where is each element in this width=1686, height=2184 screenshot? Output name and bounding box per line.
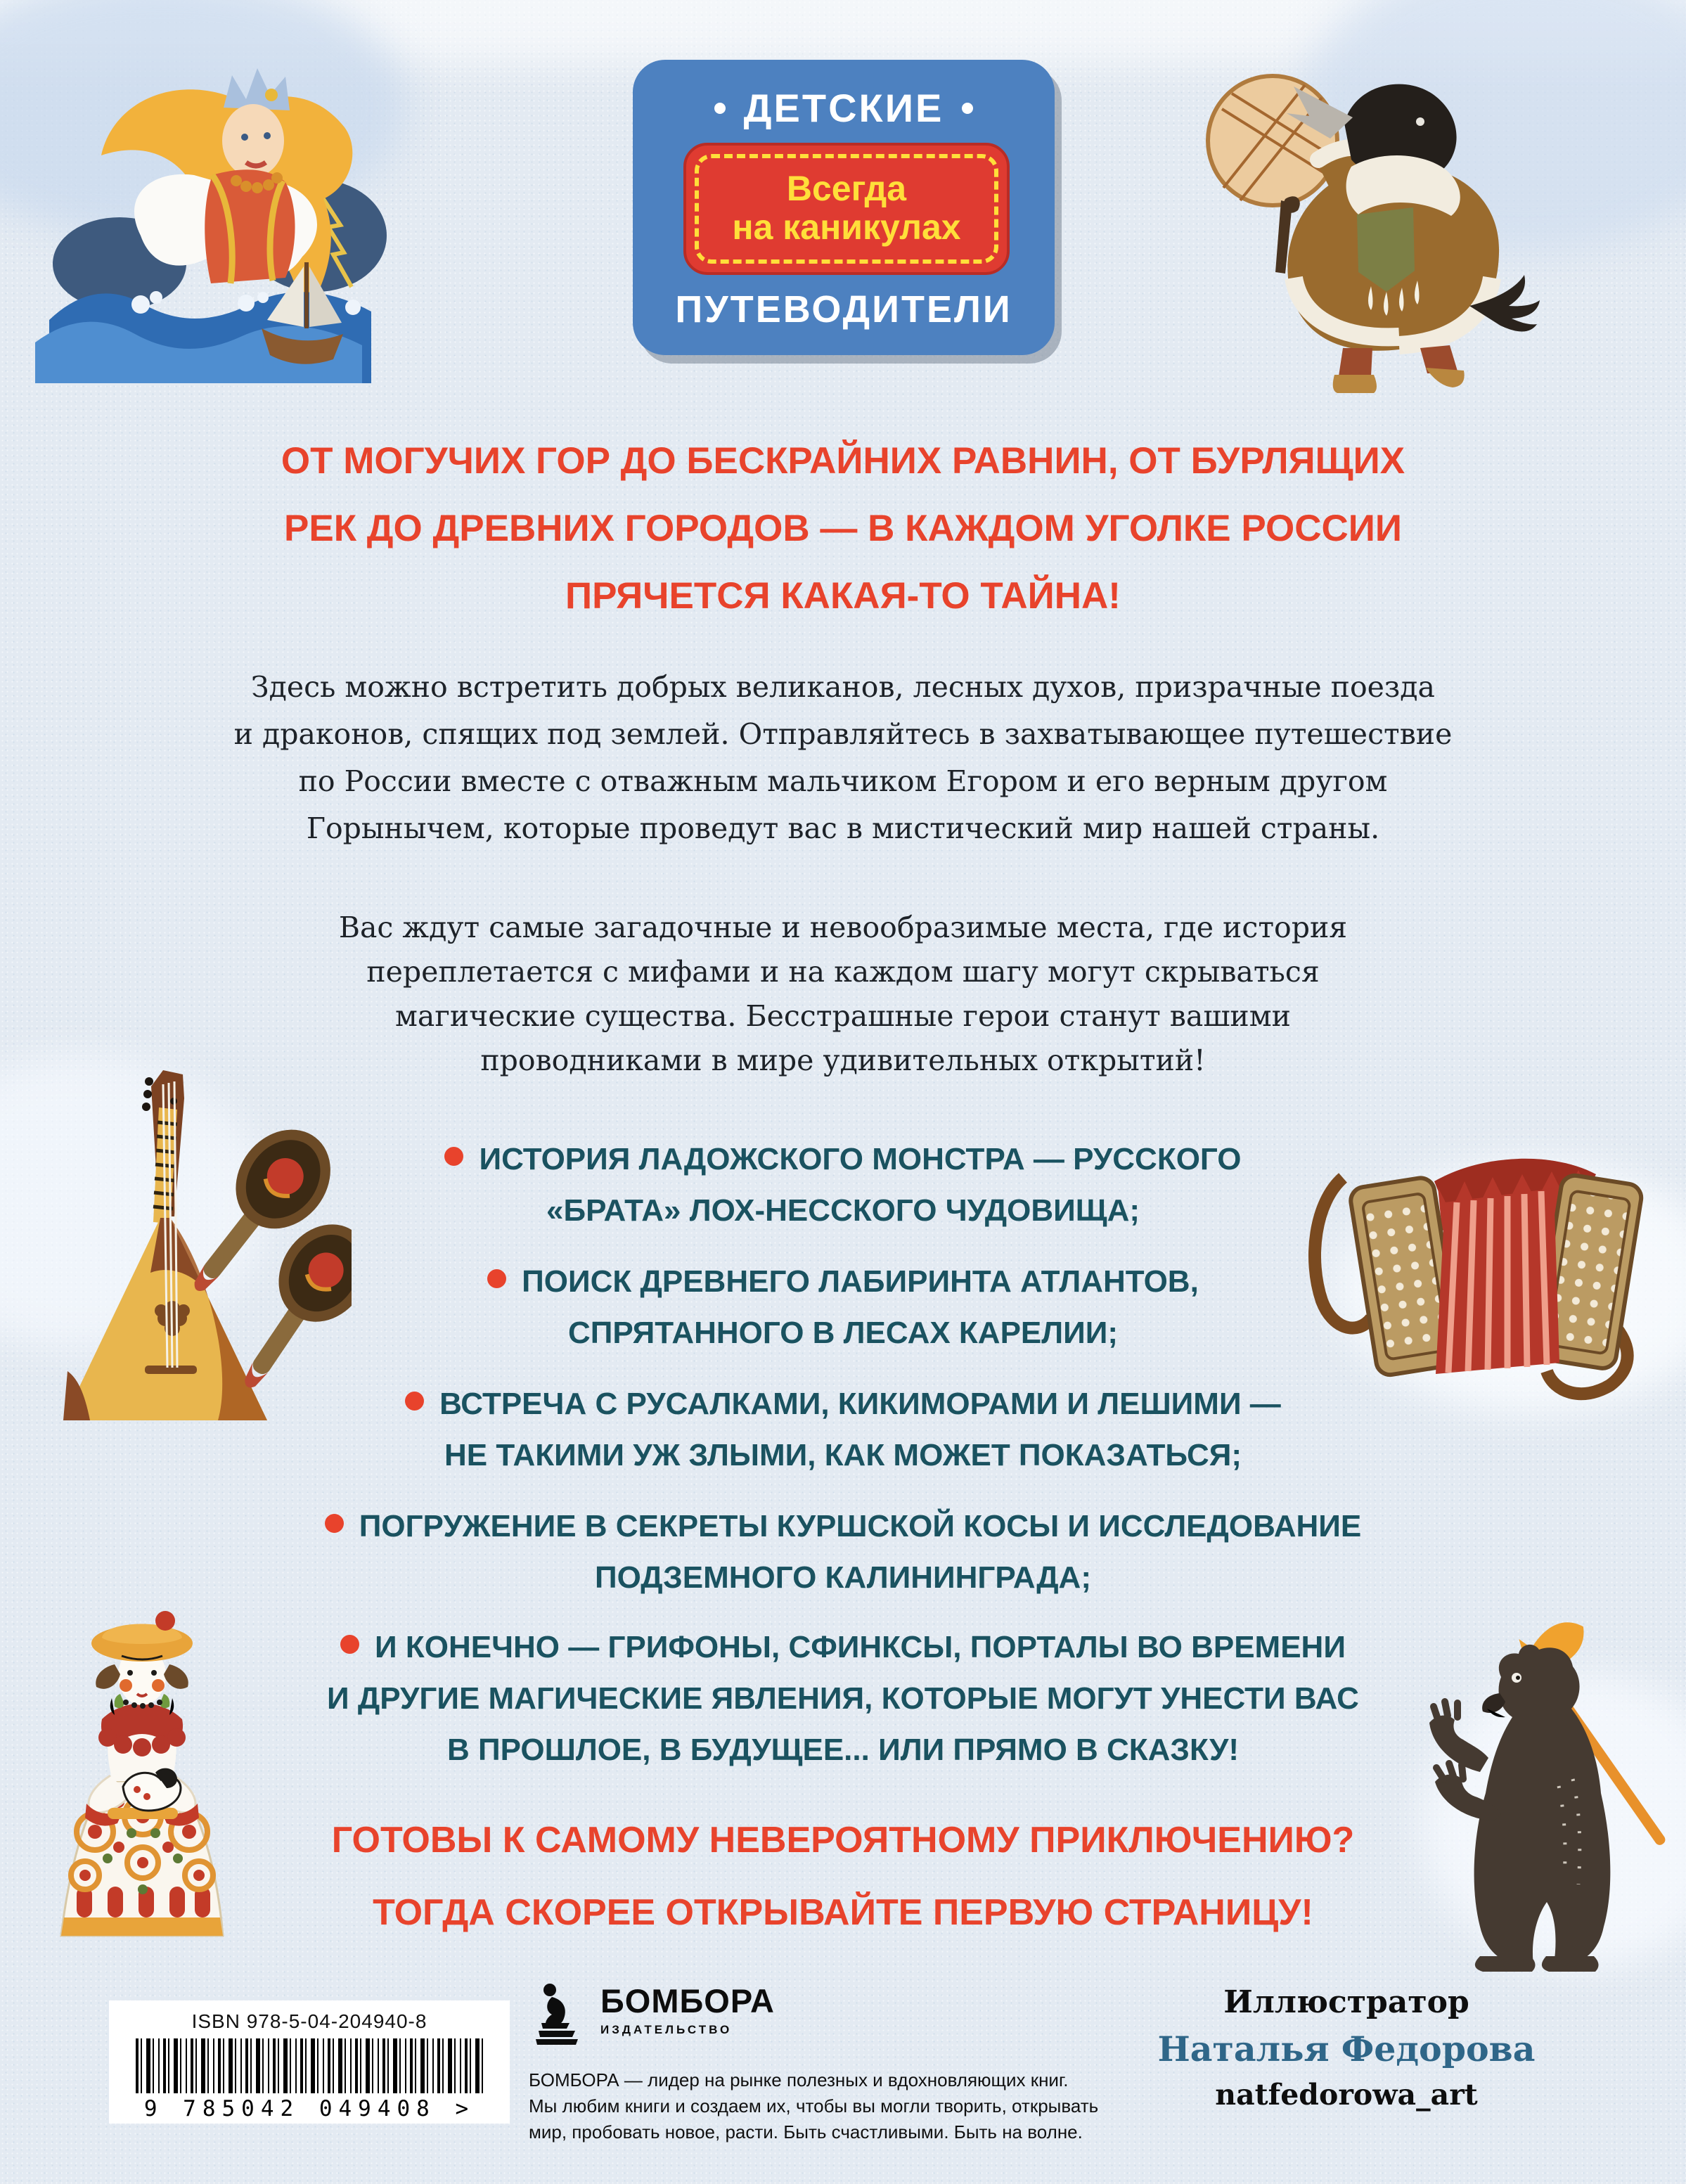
bullet-line: И ДРУГИЕ МАГИЧЕСКИЕ ЯВЛЕНИЯ, КОТОРЫЕ МОГУТ УНЕСТИ ВАС <box>327 1681 1359 1716</box>
badge-inner-line1: Всегда <box>786 169 907 208</box>
second-line: магические существа. Бесстрашные герои станут вашими <box>395 999 1291 1033</box>
intro-line: и драконов, спящих под землей. Отправляйтесь в захватывающее путешествие <box>233 717 1453 751</box>
illustrator-name: Наталья Федорова <box>1157 2029 1536 2069</box>
bullet-line: ПОИСК ДРЕВНЕГО ЛАБИРИНТА АТЛАНТОВ, <box>0 1256 1686 1307</box>
badge-inner-plate <box>683 143 1010 275</box>
headline-line: РЕК ДО ДРЕВНИХ ГОРОДОВ — В КАЖДОМ УГОЛКЕ РОССИИ <box>284 508 1402 549</box>
intro-line: Здесь можно встретить добрых великанов, лесных духов, призрачные поезда <box>251 670 1435 704</box>
barcode-digits: 9 785042 049408 > <box>143 2096 475 2121</box>
badge-right-dot-icon <box>962 103 973 114</box>
second-line: проводниками в мире удивительных открытий! <box>480 1043 1206 1077</box>
bullet-dot-icon <box>340 1635 359 1654</box>
princess-on-waves-illustration <box>35 25 394 383</box>
bullet-line: СПРЯТАННОГО В ЛЕСАХ КАРЕЛИИ; <box>567 1316 1119 1350</box>
bullet-line: НЕ ТАКИМИ УЖ ЗЛЫМИ, КАК МОЖЕТ ПОКАЗАТЬСЯ; <box>444 1438 1242 1472</box>
illustrator-credits <box>1118 1984 1575 2112</box>
bullet-dot-icon <box>487 1269 506 1288</box>
balalaika-and-spoons-illustration <box>0 1041 352 1434</box>
bullet-dot-icon <box>405 1392 424 1411</box>
publisher-block <box>529 1981 1105 2145</box>
second-line: Вас ждут самые загадочные и невообразимые места, где история <box>338 911 1348 944</box>
publisher-subtitle: ИЗДАТЕЛЬСТВО <box>600 2023 733 2036</box>
publisher-description: БОМБОРА — лидер на рынке полезных и вдохновляющих книг. Мы любим книги и создаем их, чтобы вы могли творить, открывать мир, пробовать новое, расти. Быть счастливыми. Быть на волне. <box>529 2069 1099 2143</box>
bullet-dot-icon <box>444 1147 463 1166</box>
dymkovo-doll-illustration <box>18 1600 264 1951</box>
badge-top-label <box>633 85 1055 131</box>
bullet-item-curonian-spit <box>0 1501 1686 1603</box>
headline-line: ОТ МОГУЧИХ ГОР ДО БЕСКРАЙНИХ РАВНИН, ОТ БУРЛЯЩИХ <box>281 440 1405 482</box>
cta-line: ГОТОВЫ К САМОМУ НЕВЕРОЯТНОМУ ПРИКЛЮЧЕНИЮ? <box>331 1820 1355 1861</box>
bullet-line: И КОНЕЧНО — ГРИФОНЫ, СФИНКСЫ, ПОРТАЛЫ ВО ВРЕМЕНИ <box>0 1621 1686 1673</box>
cta-line: ТОГДА СКОРЕЕ ОТКРЫВАЙТЕ ПЕРВУЮ СТРАНИЦУ! <box>373 1892 1313 1933</box>
illustrator-handle: natfedorowa_art <box>1215 2078 1478 2112</box>
illustrator-label: Иллюстратор <box>1223 1984 1469 2020</box>
second-line: переплетается с мифами и на каждом шагу могут скрываться <box>366 955 1320 989</box>
badge-left-dot-icon <box>714 103 726 114</box>
publisher-name: БОМБОРА <box>600 1982 775 2019</box>
series-badge <box>633 60 1055 355</box>
bullet-dot-icon <box>325 1514 344 1533</box>
intro-paragraph <box>0 664 1686 852</box>
bullet-line: ПОДЗЕМНОГО КАЛИНИНГРАДА; <box>595 1560 1091 1595</box>
isbn-label: ISBN 978-5-04-204940-8 <box>191 2010 427 2032</box>
bullet-line: В ПРОШЛОЕ, В БУДУЩЕЕ... ИЛИ ПРЯМО В СКАЗКУ! <box>447 1733 1239 1767</box>
headline <box>0 428 1686 630</box>
badge-bottom-label: ПУТЕВОДИТЕЛИ <box>675 288 1012 330</box>
isbn-barcode-box <box>109 2000 510 2124</box>
bear-with-axe-illustration <box>1396 1610 1686 1976</box>
intro-line: по России вместе с отважным мальчиком Егором и его верным другом <box>298 764 1388 798</box>
bombora-logo-icon <box>529 1981 588 2049</box>
bullet-line: ВСТРЕЧА С РУСАЛКАМИ, КИКИМОРАМИ И ЛЕШИМИ — <box>0 1378 1686 1430</box>
badge-inner-line2: на каникулах <box>732 207 961 247</box>
bullet-line: ПОГРУЖЕНИЕ В СЕКРЕТЫ КУРШСКОЙ КОСЫ И ИССЛЕДОВАНИЕ <box>0 1501 1686 1552</box>
bullet-line: «БРАТА» ЛОХ-НЕССКОГО ЧУДОВИЩА; <box>546 1193 1140 1228</box>
barcode-icon <box>136 2038 483 2093</box>
headline-line: ПРЯЧЕТСЯ КАКАЯ-ТО ТАЙНА! <box>565 575 1121 617</box>
accordion-illustration <box>1301 1097 1686 1413</box>
badge-top-text: ДЕТСКИЕ <box>743 86 944 130</box>
raven-shaman-illustration <box>1167 39 1547 397</box>
intro-line: Горынычем, которые проведут вас в мистический мир нашей страны. <box>306 811 1380 845</box>
bullet-line: ИСТОРИЯ ЛАДОЖСКОГО МОНСТРА — РУССКОГО <box>0 1133 1686 1185</box>
